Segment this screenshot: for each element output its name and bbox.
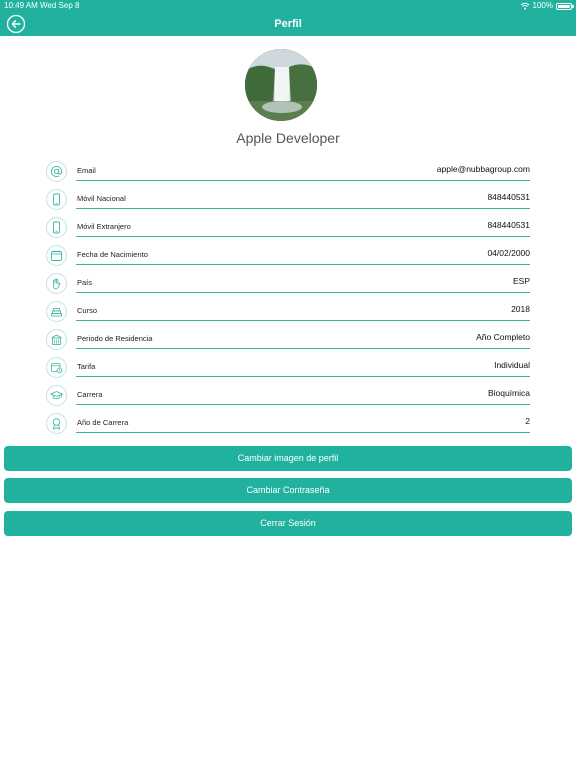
field-value: apple@nubbagroup.com xyxy=(436,164,530,174)
field-icon-wrap xyxy=(46,357,67,378)
battery-icon xyxy=(556,3,572,10)
logout-button[interactable]: Cerrar Sesión xyxy=(4,511,572,536)
field-label: Carrera xyxy=(77,390,103,399)
wifi-icon xyxy=(520,2,530,10)
profile-name: Apple Developer xyxy=(236,130,340,146)
at-icon xyxy=(50,165,63,178)
field-value: Bioquímica xyxy=(487,388,530,398)
building-icon xyxy=(50,333,63,346)
field-row-birth-date xyxy=(0,245,576,273)
field-row-degree xyxy=(0,385,576,413)
hand-icon xyxy=(50,277,63,290)
field-label: Fecha de Nacimiento xyxy=(77,250,148,259)
status-bar xyxy=(0,0,576,12)
divider xyxy=(76,180,530,181)
field-label: Año de Carrera xyxy=(77,418,129,427)
divider xyxy=(76,432,530,433)
award-icon xyxy=(50,417,63,430)
divider xyxy=(76,348,530,349)
change-password-button[interactable]: Cambiar Contraseña xyxy=(4,478,572,503)
calendar-icon xyxy=(50,249,63,262)
status-time: 10:49 AM Wed Sep 8 xyxy=(4,1,80,10)
field-icon-wrap xyxy=(46,189,67,210)
field-label: Periodo de Residencia xyxy=(77,334,153,343)
field-icon-wrap xyxy=(46,385,67,406)
field-label: Móvil Extranjero xyxy=(77,222,131,231)
waterfall-photo-icon xyxy=(245,49,317,121)
calendar-clock-icon xyxy=(50,361,63,374)
field-row-country xyxy=(0,273,576,301)
divider xyxy=(76,292,530,293)
field-icon-wrap xyxy=(46,217,67,238)
phone-icon xyxy=(50,221,63,234)
divider xyxy=(76,236,530,237)
field-row-foreign-phone xyxy=(0,217,576,245)
field-icon-wrap xyxy=(46,161,67,182)
avatar[interactable] xyxy=(245,49,317,121)
field-row-rate xyxy=(0,357,576,385)
field-icon-wrap xyxy=(46,301,67,322)
field-label: Curso xyxy=(77,306,98,315)
field-value: 2 xyxy=(525,416,530,426)
divider xyxy=(76,376,530,377)
field-icon-wrap xyxy=(46,329,67,350)
field-icon-wrap xyxy=(46,273,67,294)
field-row-course xyxy=(0,301,576,329)
nav-bar xyxy=(0,12,576,36)
field-value: 2018 xyxy=(511,304,530,314)
divider xyxy=(76,264,530,265)
graduation-cap-icon xyxy=(50,389,63,402)
field-row-degree-year xyxy=(0,413,576,441)
field-icon-wrap xyxy=(46,245,67,266)
status-right xyxy=(520,0,572,12)
field-label: Tarifa xyxy=(77,362,96,371)
field-value: 848440531 xyxy=(487,220,530,230)
field-value: 04/02/2000 xyxy=(487,248,530,258)
field-value: Individual xyxy=(494,360,530,370)
divider xyxy=(76,208,530,209)
divider xyxy=(76,404,530,405)
field-value: 848440531 xyxy=(487,192,530,202)
phone-icon xyxy=(50,193,63,206)
field-value: Año Completo xyxy=(476,332,530,342)
field-row-residence-period xyxy=(0,329,576,357)
field-label: País xyxy=(77,278,93,287)
field-label: Móvil Nacional xyxy=(77,194,126,203)
battery-percent: 100% xyxy=(532,1,553,10)
divider xyxy=(76,320,530,321)
change-profile-image-button[interactable]: Cambiar imagen de perfil xyxy=(4,446,572,471)
books-icon xyxy=(50,305,63,318)
field-label: Email xyxy=(77,166,96,175)
page-title: Perfil xyxy=(274,18,302,30)
field-row-national-phone xyxy=(0,189,576,217)
field-icon-wrap xyxy=(46,413,67,434)
field-row-email xyxy=(0,161,576,189)
field-value: ESP xyxy=(512,276,530,286)
